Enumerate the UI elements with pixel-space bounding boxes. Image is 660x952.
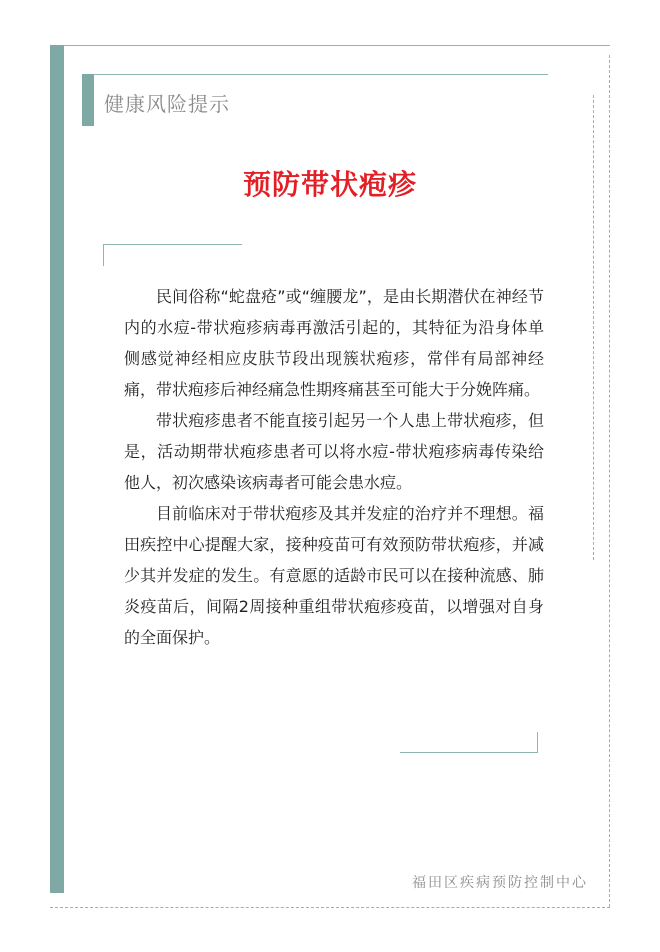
corner-bracket-bottom-right-vertical [537,732,538,752]
corner-bracket-top-left-horizontal [103,244,242,245]
corner-bracket-bottom-right-horizontal [400,752,538,753]
corner-bracket-top-left-vertical [103,244,104,266]
top-border-line [64,45,610,46]
article-body [124,281,544,653]
paragraph-3: 目前临床对于带状疱疹及其并发症的治疗并不理想。福田疾控中心提醒大家，接种疫苗可有效预防带状疱疹，并减少其并发症的发生。有意愿的适龄市民可以在接种流感、肺炎疫苗后，间隔2周接种重组带状疱疹疫苗，以增强对自身的全面保护。 [124,504,544,647]
bottom-dashed-border [50,907,610,908]
paragraph-2: 带状疱疹患者不能直接引起另一个人患上带状疱疹，但是，活动期带状疱疹患者可以将水痘-带状疱疹病毒传染给他人，初次感染该病毒者可能会患水痘。 [124,411,544,492]
header-label: 健康风险提示 [104,92,230,116]
header-rule [94,74,548,75]
page-title: 预防带状疱疹 [242,168,417,201]
paragraph-1: 民间俗称“蛇盘疮”或“缠腰龙”，是由长期潜伏在神经节内的水痘-带状疱疹病毒再激活引起的，其特征为沿身体单侧感觉神经相应皮肤节段出现簇状疱疹，常伴有局部神经痛，带状疱疹后神经痛急性期疼痛甚至可能大于分娩阵痛。 [124,287,544,399]
header-accent-block [82,74,94,126]
footer-organization: 福田区疾病预防控制中心 [412,875,588,891]
